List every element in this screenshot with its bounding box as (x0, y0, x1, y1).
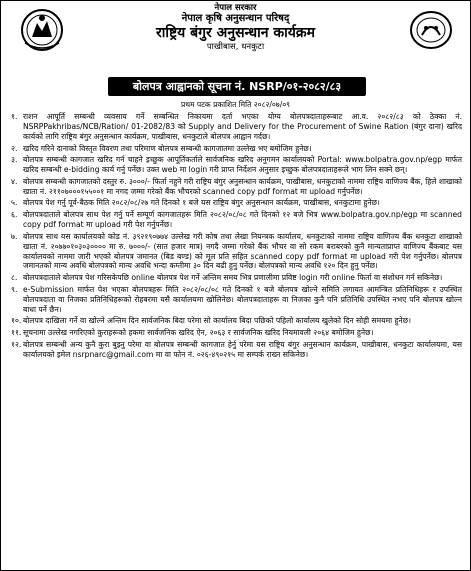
item-number: ६. (11, 210, 18, 220)
list-item (11, 198, 462, 208)
item-number: १. (11, 112, 18, 121)
list-item (11, 144, 462, 154)
item-number: ७. (11, 231, 18, 241)
item-number: ११. (11, 328, 22, 338)
item-number: ४. (11, 176, 18, 186)
notice-title: बोलपत्र आह्वानको सूचना नं. NSRP/०१-२०८२/८३ (108, 77, 366, 96)
program-name: राष्ट्रिय बंगुर अनुसन्धान कार्यक्रम (156, 25, 315, 41)
item-text: खरिद गरिने दानाको विस्तृत विवरण तथा परिमाण बोलपत्र सम्बन्धी कागजातमा उल्लेख भए बमोजिम हुनेछ। (23, 143, 312, 153)
list-item (11, 177, 462, 197)
item-text: बोलपत्र पेश गर्नु पूर्व-बैठक मिति २०८२/०८/२७ गते दिनको १ बजे यस राष्ट्रिय बंगुर अनुसन्धान कार्यक्रम, पाखीबास, धनकुटामा हुनेछ। (23, 198, 380, 208)
item-number: १२. (11, 339, 22, 349)
list-item (11, 112, 462, 142)
item-number: १०. (11, 316, 22, 326)
list-item (11, 232, 462, 272)
publication-date: प्रथम पटक प्रकाशित मिति २०८२/०७/०९ (180, 100, 291, 109)
item-number: २. (11, 143, 18, 153)
office-location: पाखीबास, धनकुटा (206, 42, 265, 52)
item-text: बोलपत्र सम्बन्धी कागजातको दस्तुर रु. ३०००/- फिर्ता नहुने गरी राष्ट्रिय बंगुर अनुसन्धान कार्यक्रम, पाखीबास, धनकुटाको नाममा राष्ट्रिय वाणिज्य बैंक, हिले शाखाको खाता नं. २११०७०००१५५००१ मा नगद जम्मा गरेको बैंक भौचरको scanned copy pdf format मा upload गर्नुपर्नेछ। (23, 176, 462, 196)
item-number: ३. (11, 155, 18, 165)
narc-logo-icon (408, 9, 454, 51)
item-text: सूचनामा उल्लेख नगरिएको कुराहरूको हकमा सार्वजनिक खरिद ऐन, २०६३ र सार्वजनिक खरिद नियमावली २०६४ बमोजिम हुनेछ। (23, 328, 374, 338)
item-number: ९. (11, 284, 18, 294)
list-item (11, 210, 462, 230)
council-name: नेपाल कृषि अनुसन्धान परिषद् (181, 13, 290, 24)
item-number: ५. (11, 198, 18, 208)
item-text: बोलपत्रदाताले बोलपत्र साथ पेश गर्नु पर्ने सम्पूर्ण कागजातहरू मिति २०८२/०८/०८ गते दिनको १२ बजे भित्र www.bolpatra.gov.np/egp मा scanned copy pdf format मा upload गरी पेश गर्नुपर्नेछ। (23, 210, 462, 230)
header-text (1, 3, 470, 52)
item-text: बोलपत्र सम्बन्धी अन्य कुनै कुरा बुझ्नु परेमा वा बोलपत्र सम्बन्धी कागजात हेर्नु परेमा यस राष्ट्रिय बंगुर अनुसन्धान कार्यक्रम, पाखीबास, धनकुटा कार्यालयमा, यस कार्यालयको इमेल nsrpnarc@gmail.com मा वा फोन नं. ०२६-४९०२१५ मा सम्पर्क राख्न सकिनेछ। (23, 339, 462, 359)
item-text: राशन आपूर्ति सम्बन्धी व्यवसाय गर्ने सम्बन्धित निकायमा दर्ता भएका योग्य बोलपत्रदाताहरूबाट आ.व. २०८२/८३ को ठेक्का नं. NSRPPakhribas/NCB/Ration/ 01-2082/83 को Supply and Delivery for the Procurement of Swine Ration (बंगुर दाना) खरिद कार्यको लागि राष्ट्रिय बंगुर अनुसन्धान कार्यक्रम, पाखीबास, धनकुटाले बोलपत्र आह्वान गर्दछ। (23, 112, 462, 141)
list-item (11, 328, 462, 338)
item-number: ८. (11, 273, 18, 283)
list-item (11, 273, 462, 283)
item-text: बोलपत्र सम्बन्धी कागजात खरिद गर्न चाहने इच्छुक आपूर्तिकर्ताले सार्वजनिक खरिद अनुगमन कार्यालयको Portal: www.bolpatra.gov.np/egp मार्फत खरिद सम्बन्धी e-bidding कार्य गर्नु पर्नेछ। उक्त web मा login गरी प्राप्त निर्देशन अनुसार इच्छुक बोलपत्रदाताहरूले भाग लिन सक्ने छन्। (23, 155, 462, 175)
notice-header (1, 1, 470, 63)
item-text: बोलपत्र साथ यस कार्यालयको कोड नं. ३९२१९०७७४ उल्लेख गरी कोष तथा लेखा नियन्त्रक कार्यालय, धनकुटाको नाममा राष्ट्रिय वाणिज्य बैंक धनकुटा शाखाको खाता नं. २०७७०१०३०३०००० मा रु. ७०००/- (सात हजार मात्र) नगदै जम्मा गरेको बैंक भौचर वा सो रकम बराबरको कुनै मान्यताप्राप्त वाणिज्य बैंकबाट यस कार्यालयको नाममा जारी भएको बोलपत्र जमानत (बिड बण्ड) को मूल प्रति सहित scanned copy pdf format मा upload गरी पेश गर्नुपर्नेछ। बोलपत्र जमानतको मान्य अवधि बोलपत्रको मान्य अवधि भन्दा कम्तीमा ३० दिन बढी हुनु पर्नेछ। बोलपत्रको मान्य अवधि १२० दिन हुनु पर्नेछ। (23, 231, 462, 271)
item-text: बोलपत्र दाखिला गर्ने वा खोल्ने अन्तिम दिन सार्वजनिक बिदा परेमा सो कार्यालय बिदा पछिको पहिलो कार्यालय खुलेको दिन सोही समयमा हुनेछ। (23, 316, 411, 326)
list-item (11, 285, 462, 315)
list-item (11, 155, 462, 175)
item-text: बोलपत्रदाताले बोलपत्र पेश गरिसकेपछि online बोलपत्र पेश गर्ने अन्तिम समय भित्र प्रणालीमा प्रविष्ट login गरी online फिर्ता वा संशोधन गर्न सकिनेछ। (23, 273, 443, 283)
notice-items (11, 112, 462, 361)
list-item (11, 340, 462, 360)
list-item (11, 316, 462, 326)
item-text: e-Submission मार्फत पेश भएका बोलपत्रहरू मिति २०८२/०८/०८ गते दिनको १ बजे बोलपत्र खोल्ने समिति लगायत आमन्त्रित प्रतिनिधिहरू र उपस्थित बोलपत्रदाता वा निजका प्रतिनिधिहरूको रोहबरमा यसै कार्यालयमा खोलिनेछ। बोलपत्रदाताहरू वा निजका कुनै पनि प्रतिनिधि उपस्थित नभए पनि बोलपत्र खोल्न बाधा पर्ने छैन। (23, 284, 462, 314)
government-name: नेपाल सरकार (214, 3, 257, 13)
